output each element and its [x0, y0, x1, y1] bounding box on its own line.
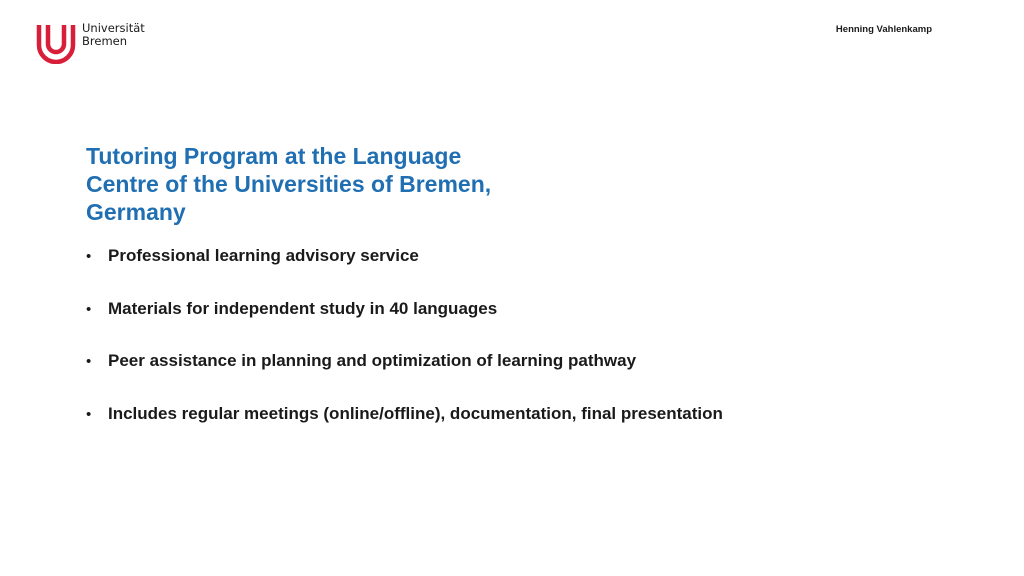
university-u-logo-icon — [36, 22, 76, 64]
title-line: Tutoring Program at the Language — [86, 143, 462, 169]
logo-wordmark — [82, 22, 145, 48]
author-name: Henning Vahlenkamp — [835, 24, 932, 35]
bullet-icon: • — [86, 300, 92, 318]
bullet-icon: • — [86, 405, 92, 423]
bullet-text: Includes regular meetings (online/offline), documentation, final presentation — [108, 403, 723, 423]
title-line: Germany — [86, 199, 186, 225]
bullet-icon: • — [86, 353, 92, 370]
university-logo — [36, 22, 145, 64]
bullet-icon: • — [86, 248, 92, 265]
bullet-text: Materials for independent study in 40 languages — [108, 298, 498, 318]
bullet-list — [86, 246, 723, 456]
bullet-item — [86, 351, 723, 404]
bullet-text: Professional learning advisory service — [108, 246, 419, 265]
bullet-item — [86, 404, 723, 457]
bullet-text: Peer assistance in planning and optimization of learning pathway — [108, 351, 637, 370]
bullet-item — [86, 299, 723, 352]
slide-title — [86, 142, 606, 226]
bullet-item — [86, 246, 723, 299]
logo-line-1: Universität — [82, 21, 145, 35]
title-line: Centre of the Universities of Bremen, — [86, 171, 492, 197]
logo-line-2: Bremen — [82, 34, 128, 48]
